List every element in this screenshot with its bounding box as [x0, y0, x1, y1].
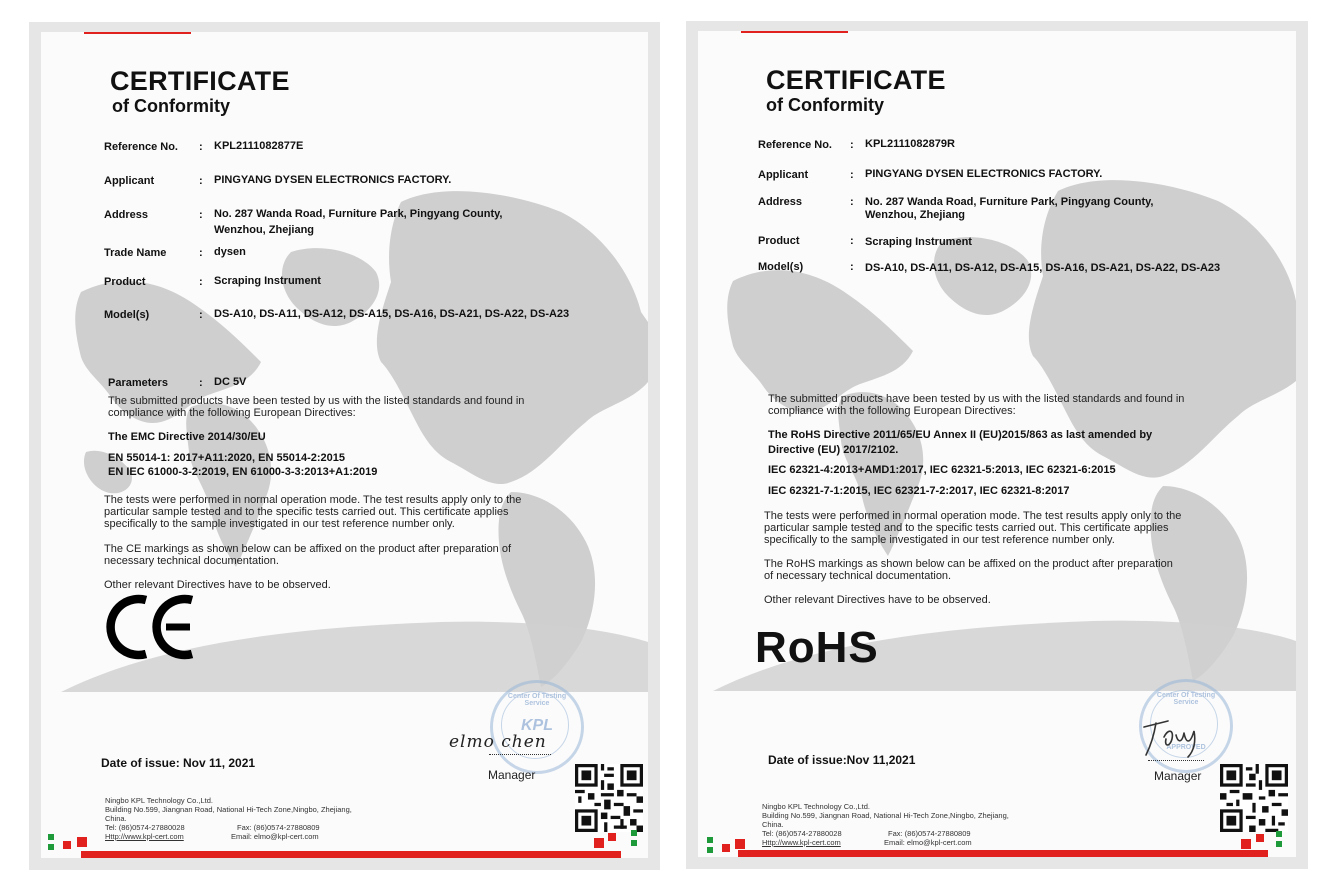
footer-fax: Fax: (86)0574-27880809: [237, 823, 320, 832]
colon: :: [199, 247, 203, 259]
decor-square: [1276, 831, 1282, 837]
address-line2: Wenzhou, Zhejiang: [865, 209, 966, 221]
certificate-paper: [41, 32, 648, 858]
top-red-bar: [84, 32, 191, 34]
decor-square: [1256, 834, 1264, 842]
tests-line1: The tests were performed in normal operation mode. The test results apply only to the: [764, 510, 1182, 522]
address-line2: Wenzhou, Zhejiang: [214, 224, 315, 236]
decor-square: [631, 840, 637, 846]
directive-line2: Directive (EU) 2017/2102.: [768, 444, 899, 456]
decor-square: [1276, 841, 1282, 847]
markings-line2: of necessary technical documentation.: [764, 570, 952, 582]
manager-label: Manager: [1154, 769, 1202, 783]
decor-square: [48, 834, 54, 840]
footer-building: Building No.599, Jiangnan Road, National Hi-Tech Zone,Ningbo, Zhejiang,: [762, 811, 1009, 820]
applicant-label: Applicant: [104, 175, 155, 187]
signature-scribble: [1138, 707, 1208, 759]
colon: :: [850, 196, 854, 208]
ce-mark-logo: [106, 594, 198, 660]
certificate-rohs: [686, 21, 1308, 869]
footer-email[interactable]: Email: elmo@kpl-cert.com: [231, 832, 319, 841]
colon: :: [199, 377, 203, 389]
colon: :: [199, 141, 203, 153]
stamp-ring-text: Center Of Testing Service: [507, 693, 567, 707]
footer-building: Building No.599, Jiangnan Road, National Hi-Tech Zone,Ningbo, Zhejiang,: [105, 805, 352, 814]
decor-square: [1241, 839, 1251, 849]
tests-line1: The tests were performed in normal operation mode. The test results apply only to the: [104, 494, 522, 506]
applicant-label: Applicant: [758, 169, 809, 181]
decor-square: [77, 837, 87, 847]
colon: :: [850, 139, 854, 151]
stamp-center-text: APPROVED: [1166, 744, 1206, 751]
signature-line: [1148, 760, 1204, 761]
directive: The EMC Directive 2014/30/EU: [108, 431, 266, 443]
submitted-text-line1: The submitted products have been tested by us with the listed standards and found in: [108, 395, 525, 407]
markings-line2: necessary technical documentation.: [104, 555, 279, 567]
markings-line1: The RoHS markings as shown below can be affixed on the product after preparation: [764, 558, 1173, 570]
manager-label: Manager: [488, 768, 536, 782]
submitted-text-line2: compliance with the following European Directives:: [108, 407, 356, 419]
date-of-issue: Date of issue: Nov 11, 2021: [101, 756, 256, 770]
qr-code: [575, 764, 643, 832]
product-label: Product: [104, 276, 146, 288]
tests-line3: specifically to the sample investigated in our test reference number only.: [764, 534, 1115, 546]
submitted-text-line2: compliance with the following European Directives:: [768, 405, 1016, 417]
reference-value: KPL2111082877E: [214, 140, 304, 152]
reference-label: Reference No.: [758, 139, 832, 151]
footer-country: China.: [762, 820, 784, 829]
decor-square: [631, 830, 637, 836]
decor-square: [707, 847, 713, 853]
decor-square: [735, 839, 745, 849]
signature: elmo chen: [449, 732, 547, 752]
certificate-ce: [29, 22, 660, 870]
ce-mark: [106, 594, 198, 665]
signature-line: [489, 754, 551, 755]
kpl-stamp: [490, 680, 584, 774]
certificate-paper: [698, 31, 1296, 857]
top-red-bar: [741, 31, 848, 33]
date-of-issue: Date of issue:Nov 11,2021: [768, 753, 916, 767]
footer-fax: Fax: (86)0574-27880809: [888, 829, 971, 838]
colon: :: [199, 309, 203, 321]
trade-name-value: dysen: [214, 246, 246, 258]
footer-tel: Tel: (86)0574-27880028: [762, 829, 842, 838]
address-line1: No. 287 Wanda Road, Furniture Park, Pingyang County,: [865, 196, 1154, 208]
other-directives: Other relevant Directives have to be observed.: [764, 594, 991, 606]
directive-line1: The RoHS Directive 2011/65/EU Annex II (EU)2015/863 as last amended by: [768, 429, 1153, 441]
colon: :: [199, 209, 203, 221]
decor-square: [707, 837, 713, 843]
product-value: Scraping Instrument: [214, 275, 321, 287]
product-label: Product: [758, 235, 800, 247]
reference-value: KPL2111082879R: [865, 138, 955, 150]
parameters-value: DC 5V: [214, 376, 247, 388]
models-value: DS-A10, DS-A11, DS-A12, DS-A15, DS-A16, DS-A21, DS-A22, DS-A23: [214, 308, 570, 320]
decor-square: [63, 841, 71, 849]
models-label: Model(s): [758, 261, 804, 273]
applicant-value: PINGYANG DYSEN ELECTRONICS FACTORY.: [865, 168, 1103, 180]
standards-line1: EN 55014-1: 2017+A11:2020, EN 55014-2:2015: [108, 452, 345, 464]
footer-country: China.: [105, 814, 127, 823]
address-label: Address: [758, 196, 803, 208]
tests-line2: particular sample tested and to the specific tests carried out. This certificate applies: [104, 506, 509, 518]
stamp-ring-text: Center Of Testing Service: [1156, 692, 1216, 706]
colon: :: [850, 261, 854, 273]
parameters-label: Parameters: [108, 377, 168, 389]
decor-square: [608, 833, 616, 841]
tests-line3: specifically to the sample investigated in our test reference number only.: [104, 518, 455, 530]
standards-line1: IEC 62321-4:2013+AMD1:2017, IEC 62321-5:2013, IEC 62321-6:2015: [768, 464, 1116, 476]
tests-line2: particular sample tested and to the specific tests carried out. This certificate applies: [764, 522, 1169, 534]
colon: :: [199, 175, 203, 187]
certificate-title: CERTIFICATE: [110, 66, 290, 96]
submitted-text-line1: The submitted products have been tested by us with the listed standards and found in: [768, 393, 1185, 405]
reference-label: Reference No.: [104, 141, 178, 153]
decor-square: [594, 838, 604, 848]
models-label: Model(s): [104, 309, 150, 321]
certificate-subtitle: of Conformity: [112, 96, 230, 116]
stamp-center-text: KPL: [521, 717, 553, 734]
markings-line1: The CE markings as shown below can be affixed on the product after preparation of: [104, 543, 512, 555]
standards-line2: EN IEC 61000-3-2:2019, EN 61000-3-3:2013+A1:2019: [108, 466, 378, 478]
applicant-value: PINGYANG DYSEN ELECTRONICS FACTORY.: [214, 174, 452, 186]
bottom-red-bar: [81, 851, 621, 858]
qr-code: [1220, 764, 1288, 832]
address-line1: No. 287 Wanda Road, Furniture Park, Pingyang County,: [214, 208, 503, 220]
decor-square: [722, 844, 730, 852]
certificate-subtitle: of Conformity: [766, 95, 884, 115]
standards-line2: IEC 62321-7-1:2015, IEC 62321-7-2:2017, IEC 62321-8:2017: [768, 485, 1070, 497]
trade-name-label: Trade Name: [104, 247, 167, 259]
footer-company: Ningbo KPL Technology Co.,Ltd.: [105, 796, 213, 805]
colon: :: [850, 235, 854, 247]
certificate-title: CERTIFICATE: [766, 65, 946, 95]
product-value: Scraping Instrument: [865, 236, 972, 248]
address-label: Address: [104, 209, 149, 221]
decor-square: [48, 844, 54, 850]
rohs-mark: RoHS: [755, 623, 879, 672]
footer-email[interactable]: Email: elmo@kpl-cert.com: [884, 838, 972, 847]
bottom-red-bar: [738, 850, 1268, 857]
colon: :: [850, 169, 854, 181]
footer-company: Ningbo KPL Technology Co.,Ltd.: [762, 802, 870, 811]
colon: :: [199, 276, 203, 288]
footer-web[interactable]: Http://www.kpl-cert.com: [762, 838, 841, 847]
other-directives: Other relevant Directives have to be observed.: [104, 579, 331, 591]
footer-web[interactable]: Http://www.kpl-cert.com: [105, 832, 184, 841]
footer-tel: Tel: (86)0574-27880028: [105, 823, 185, 832]
models-value: DS-A10, DS-A11, DS-A12, DS-A15, DS-A16, DS-A21, DS-A22, DS-A23: [865, 262, 1221, 274]
